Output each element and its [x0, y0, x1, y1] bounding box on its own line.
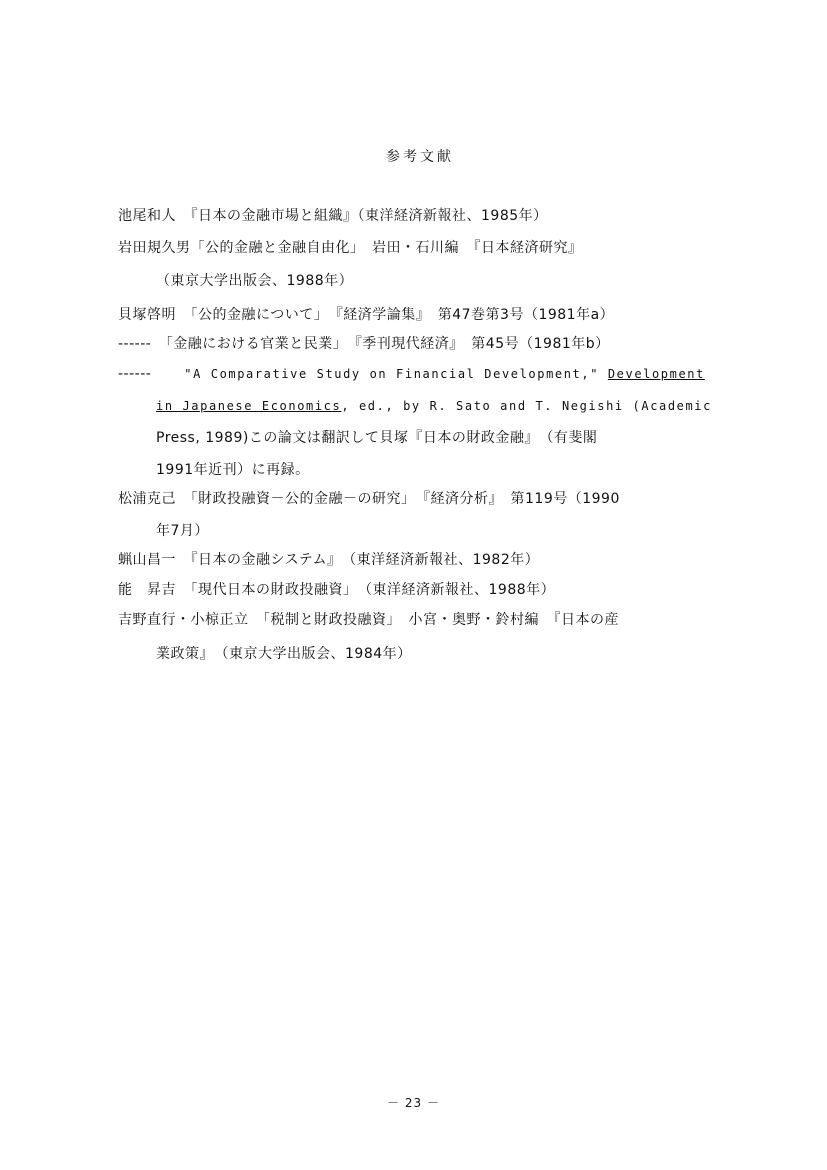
- reference-matsuura-continued: 年7月）: [156, 523, 209, 539]
- reference-book-title-continued: in Japanese Economics: [156, 399, 342, 413]
- reference-editors: , ed., by R. Sato and T. Negishi (Academic: [341, 399, 712, 413]
- reference-kaizuka-c-line2: [156, 396, 712, 416]
- reference-no: 能 昇吉 「現代日本の財政投融資」 （東洋経済新報社、1988年）: [118, 582, 556, 598]
- reference-yoshino: 吉野直行・小椋正立 「税制と財政投融資」 小宮・奥野・鈴村編 『日本の産: [118, 612, 619, 628]
- reference-iwata-continued: （東京大学出版会、1988年）: [156, 273, 354, 289]
- page-title: 参考文献: [386, 149, 454, 165]
- reference-book-title: Development: [607, 367, 705, 381]
- reference-kaizuka-c-line4: 1991年近刊）に再録。: [156, 462, 310, 478]
- reference-article-title: "A Comparative Study on Financial Development,": [184, 367, 608, 381]
- reference-kaizuka-b: ------ 「金融における官業と民業」 『季刊現代経済』 第45号（1981年b）: [118, 336, 610, 352]
- reference-dash: ------: [118, 366, 152, 382]
- reference-royama: 蝋山昌一 『日本の金融システム』 （東洋経済新報社、1982年）: [118, 552, 540, 568]
- page-number: － 23 －: [387, 1096, 440, 1110]
- reference-kaizuka-a: 貝塚啓明 「公的金融について」 『経済学論集』 第47巻第3号（1981年a）: [118, 307, 615, 323]
- reference-yoshino-continued: 業政策』 （東京大学出版会、1984年）: [156, 646, 412, 662]
- reference-kaizuka-c-line3: Press, 1989)この論文は翻訳して貝塚『日本の財政金融』 （有斐閣: [156, 430, 598, 446]
- reference-kaizuka-c: [118, 364, 705, 384]
- reference-ikeo: 池尾和人 『日本の金融市場と組織』（東洋経済新報社、1985年）: [118, 208, 548, 224]
- reference-matsuura: 松浦克己 「財政投融資－公的金融－の研究」 『経済分析』 第119号（1990: [118, 491, 620, 507]
- reference-iwata: 岩田規久男「公的金融と金融自由化」 岩田・石川編 『日本経済研究』: [118, 240, 583, 256]
